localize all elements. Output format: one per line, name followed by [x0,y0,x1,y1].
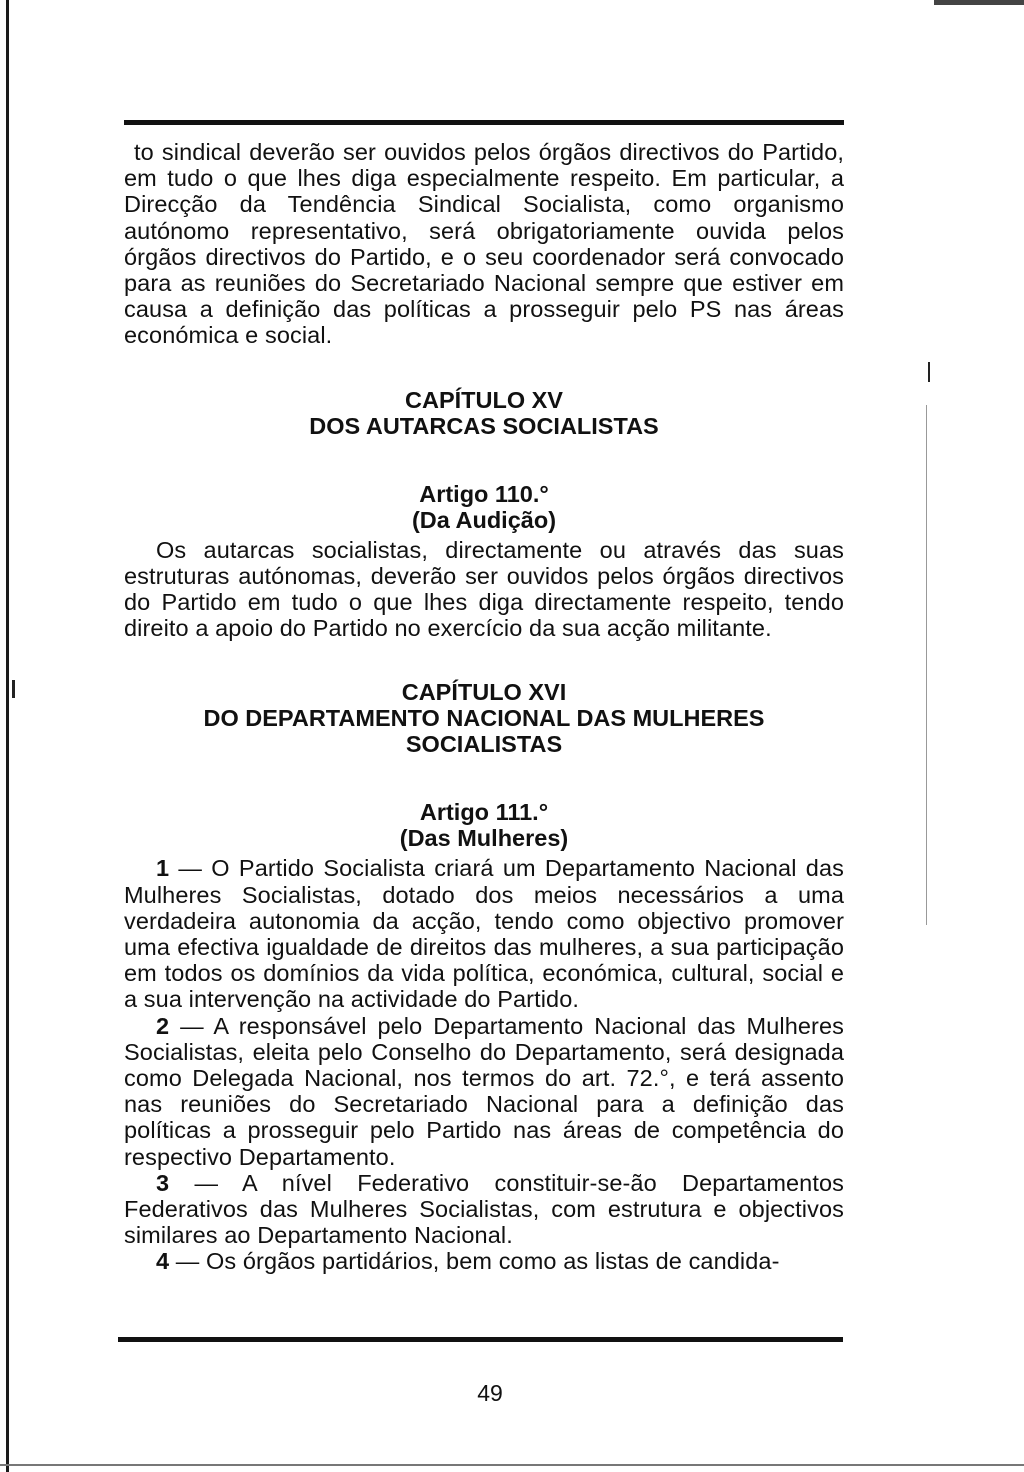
chapter-15-subtitle: DOS AUTARCAS SOCIALISTAS [309,412,659,439]
page-number: 49 [477,1380,503,1406]
article-111-heading [124,799,844,851]
article-110-heading [124,481,844,533]
document-page [124,120,844,1275]
top-rule [124,120,844,125]
paragraph-dash: — [169,1248,207,1275]
scan-edge-left [6,0,9,1472]
scan-mark [926,405,927,925]
paragraph-dash: — [169,1012,214,1039]
paragraph-number: 4 [156,1248,170,1275]
paragraph-text: O Partido Socialista criará um Departamento Nacional das Mulheres Socialistas, dotado dos meios necessários a uma verdadeira autonomia da acção, tendo como objectivo promover uma efectiva igualdade de direitos das mulheres, a sua participação em todos os domínios da vida política, económica, cultural, social e a sua intervenção na actividade do Partido. [124,855,844,1013]
article-111-paragraph-3 [124,1170,844,1249]
scan-mark [12,680,15,698]
scan-mark [928,362,930,382]
chapter-15 [124,387,844,439]
chapter-16 [124,679,844,757]
paragraph-number: 1 [156,855,170,882]
chapter-16-subtitle-line2: SOCIALISTAS [405,731,563,758]
article-111-paragraph-2 [124,1013,844,1170]
paragraph-dash: — [169,1169,243,1196]
article-110-title: Artigo 110.° [419,480,549,507]
paragraph-text: Os órgãos partidários, bem como as listas de candida- [206,1248,780,1275]
intro-paragraph: to sindical deverão ser ouvidos pelos órgãos directivos do Partido, em tudo o que lhes diga especialmente respeito. Em particular, a Direcção da Tendência Sindical Socialista, como organismo autónomo representativo, será obrigatoriamente ouvida pelos órgãos directivos do Partido, e o seu coordenador será convocado para as reuniões do Secretariado Nacional sempre que estiver em causa a definição das políticas a prosseguir pelo PS nas áreas económica e social. [124,139,844,349]
chapter-16-subtitle-line1: DO DEPARTAMENTO NACIONAL DAS MULHERES [203,705,765,732]
article-111-title: Artigo 111.° [419,799,549,826]
chapter-16-title: CAPÍTULO XVI [401,679,567,706]
paragraph-number: 2 [156,1012,170,1039]
chapter-15-title: CAPÍTULO XV [405,386,563,413]
scan-edge-corner [934,0,1024,5]
article-110-text: Os autarcas socialistas, directamente ou através das suas estruturas autónomas, deverão ser ouvidos pelos órgãos directivos do Partido em tudo o que lhes diga directamente respeito, tendo direito a apoio do Partido no exercício da sua acção militante. [124,536,844,642]
paragraph-text: A nível Federativo constituir-se-ão Departamentos Federativos das Mulheres Socialistas, com estrutura e objectivos similares ao Departamento Nacional. [124,1169,844,1249]
article-111-paragraph-4 [124,1248,844,1274]
scan-edge-bottom [0,1464,1024,1466]
paragraph-number: 3 [156,1169,170,1196]
paragraph-text: A responsável pelo Departamento Nacional das Mulheres Socialistas, eleita pelo Conselho do Departamento, será designada como Delegada Nacional, nos termos do art. 72.°, e terá assento nas reuniões do Secretariado Nacional para a definição das políticas a prosseguir pelo Partido nas áreas de competência do respectivo Departamento. [124,1012,844,1170]
article-111-paragraph-1 [124,855,844,1012]
article-111-subtitle: (Das Mulheres) [399,825,569,852]
bottom-rule [118,1337,843,1342]
article-110-subtitle: (Da Audição) [411,506,557,533]
paragraph-dash: — [169,855,212,882]
